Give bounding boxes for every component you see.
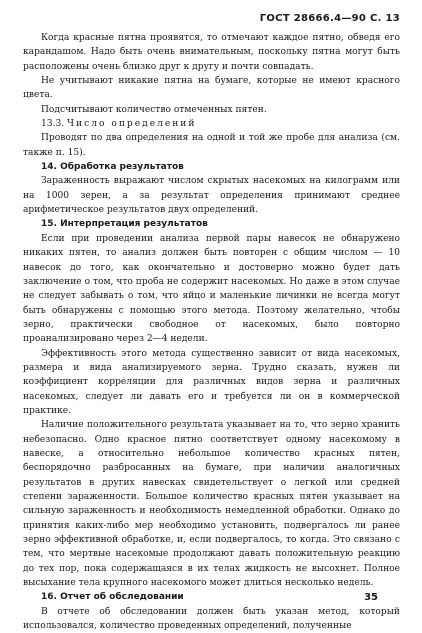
section-heading-16: 16. Отчет об обследовании [41,592,184,603]
section-heading-14: 14. Обработка результатов [41,162,184,173]
running-head: ГОСТ 28666.4—90 С. 13 [259,13,400,24]
paragraph-report: В отчете об обследовании должен быть указан метод, который использовался, количество проведенных определений, полученные [23,606,400,632]
paragraph-method-efficiency: Эффективность этого метода существенно зависит от вида насекомых, размера и вида анализируемого зерна. Трудно сказать, нужен ли коэффициент корреляции для различных видов зерна и различных насекомых, следует ли давать его и требуется ли он в коммерческой практике. [23,348,400,416]
paragraph-positive-result: Наличие положительного результата указывает на то, что зерно хранить небезопасно. Одно красное пятно соответствует одному насекомому в навеске, а относительно небольшое количество красных пятен, беспорядочно разбросанных на бумаге, при наличии аналогичных результатов в других навесках свидетельствует о легкой или средней степени зараженности. Большое количество красных пятен указывает на сильную зараженность и необходимость немедленной обработки. Однако до принятия каких-либо мер необходимо установить, подвергалось ли ранее зерно эффективной обработке, и, если подвергалось, то когда. Это связано с тем, что мертвые насекомые продолжают давать положительную реакцию до тех пор, пока содержащаяся в их телах жидкость не высохнет. Полное высыхание тела крупного насекомого может длиться несколько недель. [23,420,400,589]
section-heading-13-3 [23,117,400,131]
paragraph-count-spots: Подсчитывают количество отмеченных пятен. [41,104,267,115]
section-heading-15: 15. Интерпретация результатов [41,219,208,230]
page-number: 35 [364,592,378,603]
paragraph-ignore-spots: Не учитывают никакие пятна на бумаге, которые не имеют красного цвета. [23,76,400,101]
section-13-3-number: 13.3. [41,119,65,130]
paragraph-no-spots-found: Если при проведении анализа первой пары навесок не обнаружено никаких пятен, то анализ должен быть повторен с общим числом — 10 навесок до того, как окончательно и достоверно можно будет дать заключение о том, что проба не содержит насекомых. Но даже в этом случае не следует забывать о том, что яйцо и маленькие личинки не всегда могут быть обнаружены с помощью этого метода. Поэтому желательно, чтобы зерно, практически свободное от насекомых, было повторно проанализировано через 2—4 недели. [23,233,400,345]
section-13-3-title: Число определений [67,119,197,130]
paragraph-determinations: Проводят по два определения на одной и той же пробе для анализа (см. также п. 15). [23,133,400,158]
paragraph-red-spots: Когда красные пятна проявятся, то отмечают каждое пятно, обведя его карандашом. Надо быть очень внимательным, поскольку пятна могут быть расположены очень близко друг к другу и почти совпадать. [23,33,400,72]
page-body [23,31,400,633]
paragraph-processing-results: Зараженность выражают числом скрытых насекомых на килограмм или на 1000 зерен, а за результат определения принимают среднее арифметическое результатов двух определений. [23,176,400,216]
